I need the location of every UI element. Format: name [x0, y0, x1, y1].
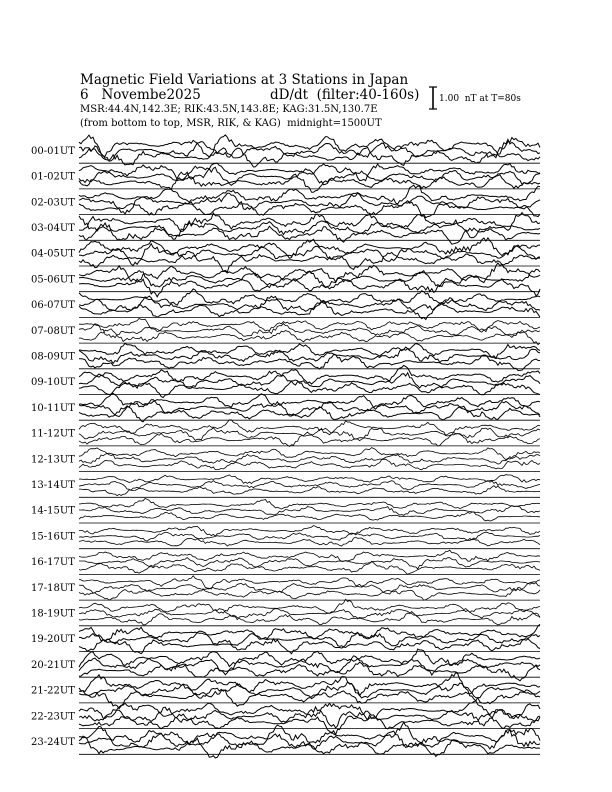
hour-label: 15-16UT: [31, 531, 75, 543]
station-trace-msr: [79, 588, 540, 601]
station-trace-kag: [79, 599, 540, 613]
station-trace-kag: [79, 672, 540, 695]
station-trace-kag: [79, 393, 540, 409]
hour-label: 17-18UT: [31, 582, 75, 594]
hour-label: 14-15UT: [31, 505, 75, 517]
station-trace-rik: [79, 506, 540, 516]
station-trace-msr: [79, 432, 540, 446]
hour-label: 07-08UT: [31, 325, 75, 337]
station-trace-kag: [79, 475, 540, 484]
station-trace-rik: [79, 609, 540, 620]
hour-label: 08-09UT: [31, 351, 75, 363]
hour-label: 21-22UT: [31, 685, 75, 697]
station-trace-msr: [79, 406, 540, 422]
station-trace-rik: [79, 707, 540, 728]
station-trace-rik: [79, 244, 540, 266]
stack-order-note: (from bottom to top, MSR, RIK, & KAG) midnight=1500UT: [80, 118, 382, 129]
hour-label: 19-20UT: [31, 634, 75, 646]
hour-label: 20-21UT: [31, 659, 75, 671]
hour-label: 16-17UT: [31, 557, 75, 569]
scale-label: 1.00 nT at T=80s: [439, 94, 521, 104]
station-trace-kag: [79, 722, 540, 744]
station-trace-rik: [79, 324, 540, 338]
hour-label: 02-03UT: [31, 197, 75, 209]
station-trace-kag: [79, 499, 540, 510]
station-trace-msr: [79, 459, 540, 470]
hour-label: 13-14UT: [31, 479, 75, 491]
station-trace-msr: [79, 736, 540, 758]
station-trace-rik: [79, 193, 540, 214]
chart-title: Magnetic Field Variations at 3 Stations in Japan: [80, 72, 409, 88]
station-trace-rik: [79, 139, 540, 161]
station-trace-rik: [79, 269, 540, 287]
hour-label: 05-06UT: [31, 274, 75, 286]
hour-label: 23-24UT: [31, 736, 75, 748]
station-trace-kag: [79, 420, 540, 435]
station-trace-msr: [79, 252, 540, 273]
station-trace-msr: [79, 329, 540, 345]
hour-label: 12-13UT: [31, 454, 75, 466]
station-trace-kag: [79, 163, 540, 180]
hour-label: 18-19UT: [31, 608, 75, 620]
station-trace-msr: [79, 355, 540, 371]
station-trace-msr: [79, 223, 540, 244]
station-trace-msr: [79, 561, 540, 574]
station-trace-rik: [79, 400, 540, 417]
hour-label: 06-07UT: [31, 300, 75, 312]
hour-label: 11-12UT: [31, 428, 75, 440]
hour-label: 04-05UT: [31, 248, 75, 260]
station-trace-msr: [79, 512, 540, 521]
hour-label: 03-04UT: [31, 222, 75, 234]
chart-quantity: dD/dt (filter:40-160s): [270, 87, 420, 103]
chart-date: 6 Novembe2025: [80, 87, 201, 103]
hour-label: 09-10UT: [31, 377, 75, 389]
hour-label: 10-11UT: [31, 402, 75, 414]
station-trace-msr: [79, 537, 540, 546]
station-coordinates: MSR:44.4N,142.3E; RIK:43.5N,143.8E; KAG:31.5N,130.7E: [80, 104, 378, 115]
station-trace-kag: [79, 526, 540, 537]
hour-label: 00-01UT: [31, 145, 75, 157]
station-trace-kag: [79, 135, 540, 157]
station-trace-msr: [79, 201, 540, 218]
station-trace-msr: [79, 147, 540, 167]
hour-label: 22-23UT: [31, 711, 75, 723]
station-trace-kag: [79, 550, 540, 561]
hour-label: 01-02UT: [31, 171, 75, 183]
